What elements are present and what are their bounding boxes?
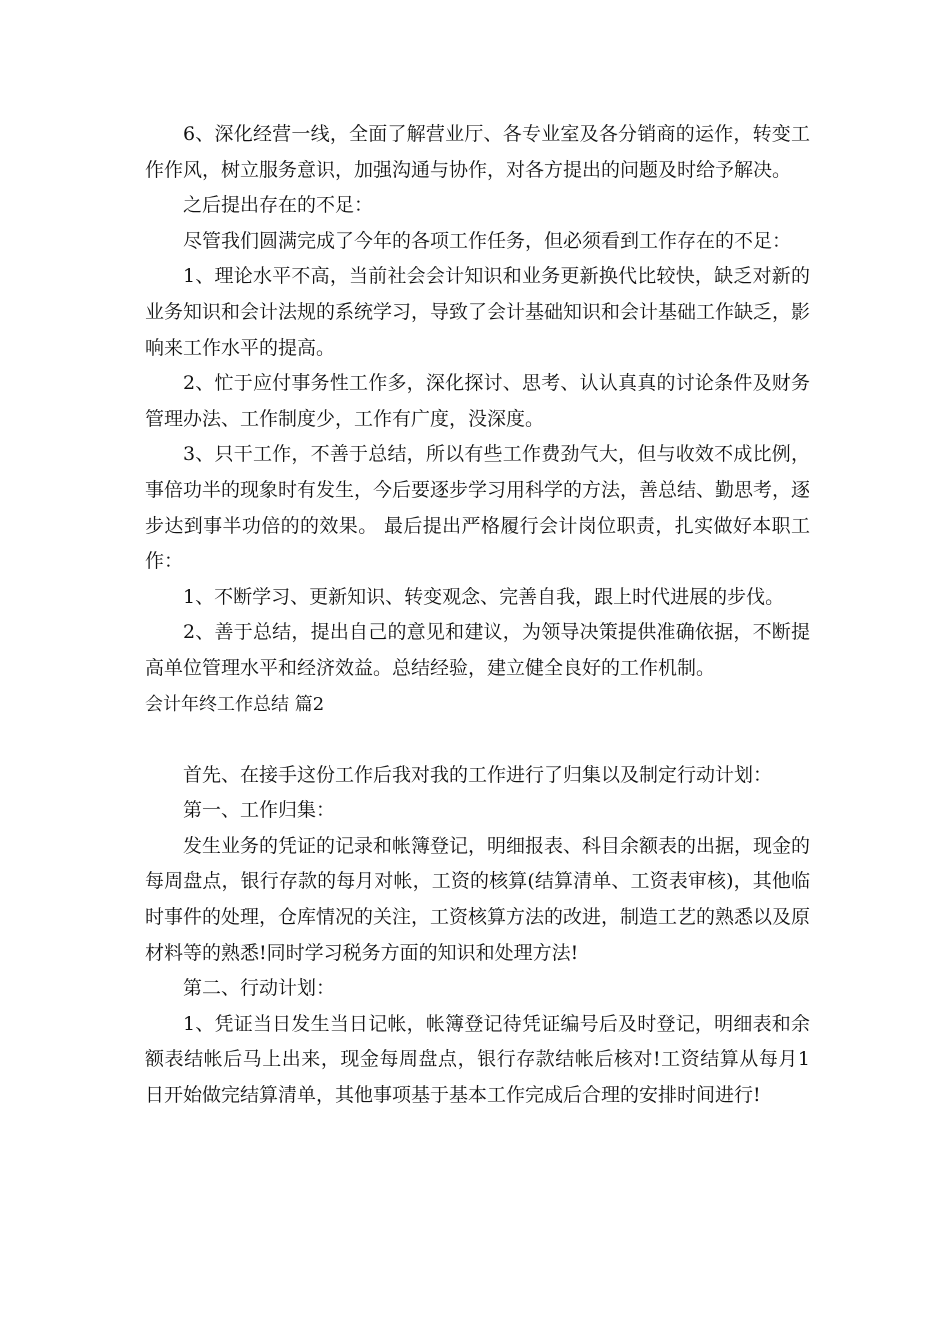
paragraph: 6、深化经营一线，全面了解营业厅、各专业室及各分销商的运作，转变工作作风，树立服务意识，加强沟通与协作，对各方提出的问题及时给予解决。	[145, 123, 810, 181]
paragraph: 第二、行动计划：	[183, 977, 336, 1000]
paragraph: 1、不断学习、更新知识、转变观念、完善自我，跟上时代进展的步伐。	[183, 585, 785, 608]
section-title: 会计年终工作总结 篇2	[145, 693, 325, 715]
paragraph: 尽管我们圆满完成了今年的各项工作任务，但必须看到工作存在的不足：	[183, 229, 792, 252]
paragraph: 首先、在接手这份工作后我对我的工作进行了归集以及制定行动计划：	[183, 763, 773, 786]
paragraph: 发生业务的凭证的记录和帐簿登记，明细报表、科目余额表的出据，现金的每周盘点，银行存款的每月对帐，工资的核算(结算清单、工资表审核)，其他临时事件的处理，仓库情况的关注，工资核算方法的改进，制造工艺的熟悉以及原材料等的熟悉!同时学习税务方面的知识和处理方法!	[145, 834, 811, 964]
paragraph: 第一、工作归集：	[183, 799, 336, 822]
paragraph: 1、凭证当日发生当日记帐，帐簿登记待凭证编号后及时登记，明细表和余额表结帐后马上出来，现金每周盘点，银行存款结帐后核对!工资结算从每月1日开始做完结算清单，其他事项基于基本工作完成后合理的安排时间进行!	[145, 1012, 810, 1107]
paragraph: 3、只干工作，不善于总结，所以有些工作费劲气大，但与收效不成比例，事倍功半的现象时有发生，今后要逐步学习用科学的方法，善总结、勤思考，逐步达到事半功倍的的效果。 最后提出严格履行会计岗位职责，扎实做好本职工作：	[145, 443, 811, 573]
document-body	[145, 117, 810, 1114]
paragraph: 之后提出存在的不足：	[183, 194, 374, 217]
paragraph: 2、忙于应付事务性工作多，深化探讨、思考、认认真真的讨论条件及财务管理办法、工作制度少，工作有广度，没深度。	[145, 372, 810, 430]
blank-line	[145, 722, 810, 758]
paragraph: 2、善于总结，提出自己的意见和建议，为领导决策提供准确依据，不断提高单位管理水平和经济效益。总结经验，建立健全良好的工作机制。	[145, 621, 810, 679]
paragraph: 1、理论水平不高，当前社会会计知识和业务更新换代比较快，缺乏对新的业务知识和会计法规的系统学习，导致了会计基础知识和会计基础工作缺乏，影响来工作水平的提高。	[145, 265, 811, 359]
